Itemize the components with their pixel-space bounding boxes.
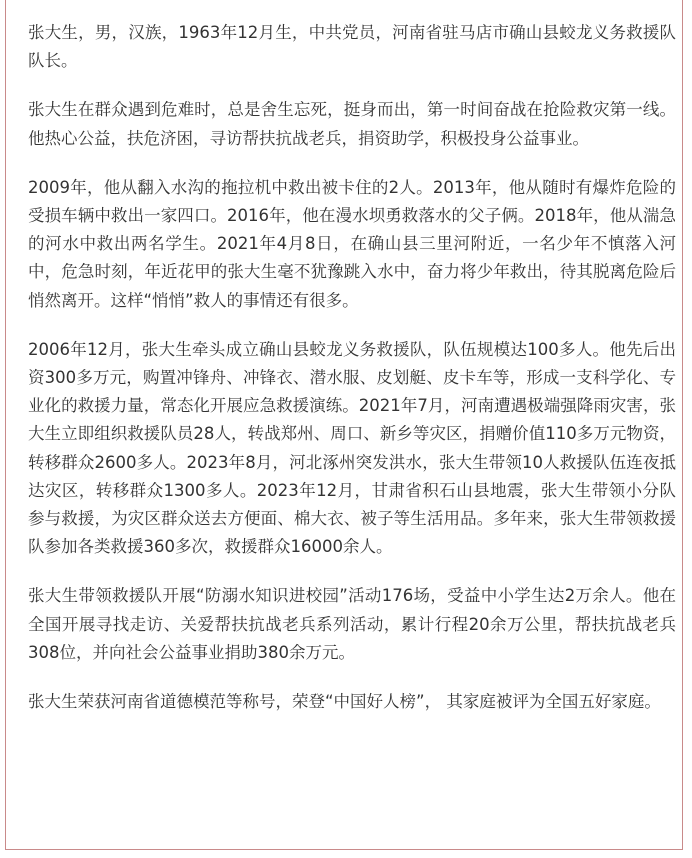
paragraph-honors: 张大生荣获河南省道德模范等称号，荣登“中国好人榜”， 其家庭被评为全国五好家庭。 <box>28 692 661 712</box>
paragraph-intro: 张大生，男，汉族，1963年12月生，中共党员，河南省驻马店市确山县蛟龙义务救援队队长。 <box>28 23 676 71</box>
article-body <box>28 19 676 737</box>
paragraph-public-welfare: 张大生带领救援队开展“防溺水知识进校园”活动176场，受益中小学生达2万余人。他在全国开展寻找走访、关爱帮扶抗战老兵系列活动，累计行程20余万公里，帮扶抗战老兵308位，并向社会公益事业捐助380余万元。 <box>28 586 676 662</box>
paragraph-rescues: 2009年，他从翻入水沟的拖拉机中救出被卡住的2人。2013年，他从随时有爆炸危险的受损车辆中救出一家四口。2016年，他在漫水坝勇救落水的父子俩。2018年，他从湍急的河水中救出两名学生。2021年4月8日，在确山县三里河附近，一名少年不慎落入河中，危急时刻，年近花甲的张大生毫不犹豫跳入水中，奋力将少年救出，待其脱离危险后悄然离开。这样“悄悄”救人的事情还有很多。 <box>28 177 676 310</box>
paragraph-rescue-team: 2006年12月，张大生牵头成立确山县蛟龙义务救援队，队伍规模达100多人。他先后出资300多万元，购置冲锋舟、冲锋衣、潜水服、皮划艇、皮卡车等，形成一支科学化、专业化的救援力量，常态化开展应急救援演练。2021年7月，河南遭遇极端强降雨灾害，张大生立即组织救援队员28人，转战郑州、周口、新乡等灾区，捐赠价值110多万元物资，转移群众2600多人。2023年8月，河北涿州突发洪水，张大生带领10人救援队伍连夜抵达灾区，转移群众1300多人。2023年12月，甘肃省积石山县地震，张大生带领小分队参与救援，为灾区群众送去方便面、棉大衣、被子等生活用品。多年来，张大生带领救援队参加各类救援360多次，救援群众16000余人。 <box>28 339 676 557</box>
article-frame <box>5 0 683 850</box>
paragraph-character: 张大生在群众遇到危难时，总是舍生忘死，挺身而出，第一时间奋战在抢险救灾第一线。他热心公益，扶危济困，寻访帮扶抗战老兵，捐资助学，积极投身公益事业。 <box>28 100 676 148</box>
